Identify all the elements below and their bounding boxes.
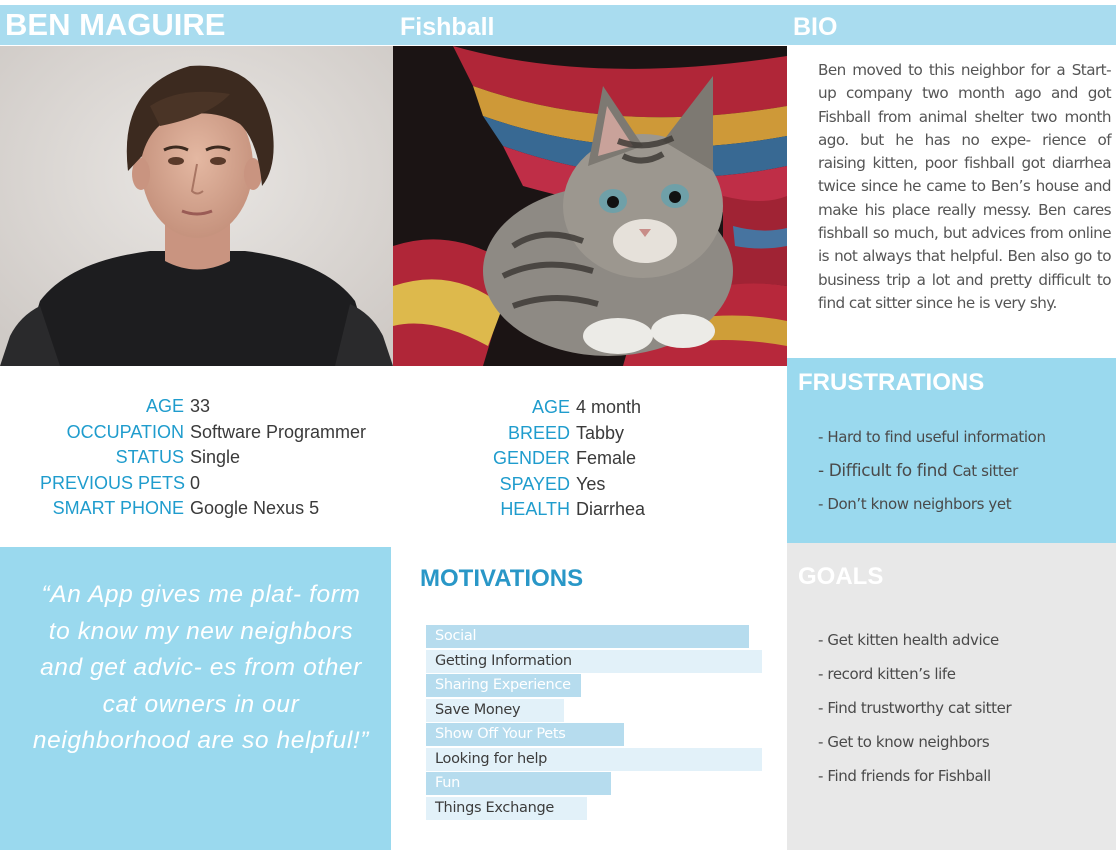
person-info-label: OCCUPATION [66, 421, 184, 442]
pet-info-value: Tabby [576, 422, 625, 443]
pet-info [490, 395, 645, 523]
goal-item: - Get kitten health advice [818, 631, 999, 649]
person-info-label: SMART PHONE [52, 498, 184, 518]
motivation-bar: Things Exchange [426, 797, 587, 820]
motivation-bar: Social [426, 625, 749, 648]
frustration-item: - Don’t know neighbors yet [818, 495, 1012, 513]
pet-info-label: BREED [507, 422, 570, 443]
frustrations-title: FRUSTRATIONS [798, 369, 985, 396]
pet-info-label: SPAYED [499, 473, 570, 494]
person-info-label: STATUS [115, 447, 184, 467]
pet-info-row [490, 395, 645, 421]
pet-info-value: Diarrhea [576, 499, 646, 519]
bio-text: Ben moved to this neighbor for a Start-up company two month ago and got Fishball from animal shelter two month ago. but he has no expe- rience of raising kitten, poor fishball got diarrhea twice since he came to Ben’s house and make his place really messy. Ben cares fishball so much, but advices from online is not always that helpful. Ben also go to business trip a lot and pretty difficult to find cat sitter since he is very shy. [818, 61, 1111, 312]
person-info-row [40, 420, 366, 446]
goal-item: - Find friends for Fishball [818, 767, 991, 785]
person-info-value: Software Programmer [190, 421, 367, 442]
motivation-bar: Looking for help [426, 748, 762, 771]
person-info-row [40, 445, 366, 471]
pet-info-value: Yes [576, 473, 606, 494]
frustration-item [818, 455, 1046, 489]
person-info-label: AGE [145, 396, 184, 416]
pet-info-label: HEALTH [500, 499, 570, 519]
motivation-bar: Sharing Experience [426, 674, 581, 697]
frustration-item-main: - Difficult fo find [818, 460, 953, 481]
person-photo [0, 46, 393, 366]
motivations-title: MOTIVATIONS [420, 565, 584, 592]
pet-info-row [490, 472, 645, 498]
bio-title: BIO [793, 13, 838, 41]
motivation-bar: Save Money [426, 699, 564, 722]
quote-text: “An App gives me plat- form to know my new neighbors and get advic- es from other cat owners in our neighborhood are so helpful!” [32, 581, 370, 754]
person-info-value: Single [190, 447, 241, 467]
motivation-bar: Show Off Your Pets [426, 723, 624, 746]
pet-name: Fishball [400, 13, 495, 41]
goals-list [818, 623, 1011, 793]
person-info [40, 394, 366, 522]
person-info-row [40, 471, 366, 497]
person-name: BEN MAGUIRE [5, 7, 226, 42]
person-info-value: 0 [190, 472, 201, 493]
motivation-bar: Fun [426, 772, 611, 795]
person-info-row [40, 496, 366, 522]
motivation-bar: Getting Information [426, 650, 762, 673]
pet-info-row [490, 421, 645, 447]
pet-info-value: 4 month [576, 397, 642, 417]
goal-item: - Find trustworthy cat sitter [818, 699, 1012, 717]
frustration-item-tail: Cat sitter [952, 461, 1018, 480]
frustrations-list [818, 421, 1046, 522]
goal-item: - Get to know neighbors [818, 733, 990, 751]
goal-item: - record kitten’s life [818, 665, 956, 683]
goals-title: GOALS [798, 563, 884, 590]
pet-info-row [490, 446, 645, 472]
person-info-row [40, 394, 366, 420]
pet-info-row [490, 497, 645, 523]
pet-info-value: Female [576, 448, 637, 468]
kitten-photo [393, 46, 787, 366]
person-info-value: 33 [190, 396, 211, 416]
pet-info-label: GENDER [492, 448, 570, 468]
person-info-label: PREVIOUS PETS [40, 472, 186, 493]
frustration-item: - Hard to find useful information [818, 428, 1046, 446]
person-info-value: Google Nexus 5 [190, 498, 320, 518]
pet-info-label: AGE [531, 397, 570, 417]
